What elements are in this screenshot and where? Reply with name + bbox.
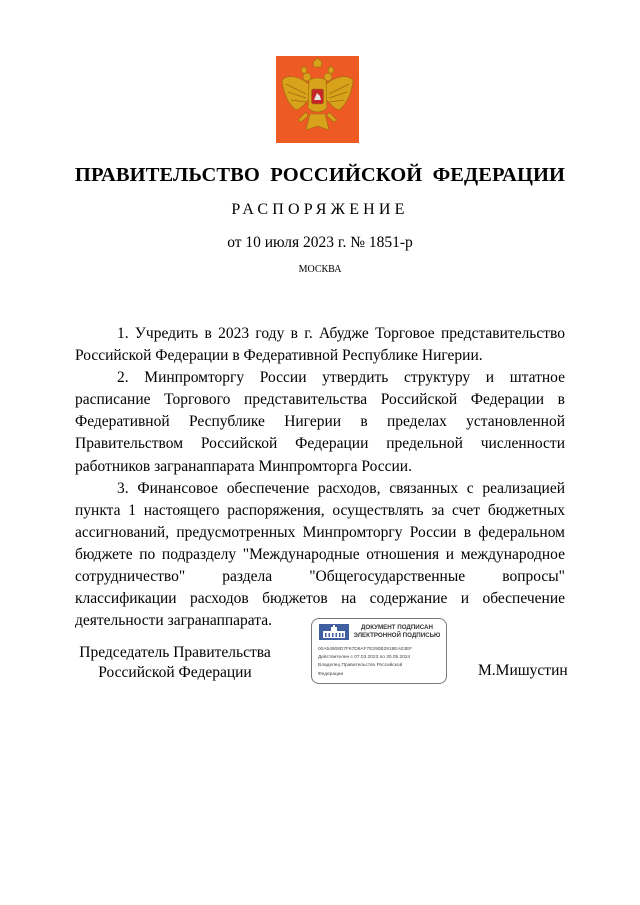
document-body: [75, 323, 565, 632]
signatory-position-line-2: Российской Федерации: [98, 664, 252, 681]
document-date-number: от 10 июля 2023 г. № 1851-р: [227, 234, 413, 251]
document-city: МОСКВА: [298, 264, 342, 275]
stamp-validity: Действителен с 07.03.2023 по 30.05.2024: [318, 655, 411, 661]
signatory-name: М.Мишустин: [478, 662, 568, 679]
stamp-title-line-2: ЭЛЕКТРОННОЙ ПОДПИСЬЮ: [353, 632, 441, 639]
stamp-owner-line-2: Федерации: [318, 671, 344, 677]
stamp-title: [351, 624, 443, 640]
electronic-signature-stamp: [311, 618, 447, 684]
stamp-certificate: 00A54908D7F67D9AF7E290B2918EA03EF: [318, 647, 413, 652]
stamp-details: [318, 646, 444, 679]
coat-of-arms-emblem: [276, 56, 359, 143]
document-type: РАСПОРЯЖЕНИЕ: [231, 201, 409, 218]
stamp-owner-line-1: Владелец Правительство Российской: [318, 663, 403, 669]
coat-of-arms-icon: [276, 56, 359, 143]
government-building-icon: [319, 624, 349, 640]
paragraph-1: 1. Учредить в 2023 году в г. Абудже Торговое представительство Российской Федерации в Федеративной Республике Нигерии.: [75, 325, 565, 365]
paragraph-2: 2. Минпромторгу России утвердить структуру и штатное расписание Торгового представительства Российской Федерации в Федеративной Республике Нигерии в пределах установленной Правительством Российской Федерации предельной численности работников загранаппарата Минпромторга России.: [75, 369, 565, 475]
paragraph-3: 3. Финансовое обеспечение расходов, связанных с реализацией пункта 1 настоящего распоряжения, осуществлять за счет бюджетных ассигнований, предусмотренных Минпромторгу России в федеральном бюджете по подразделу "Международные отношения и международное сотрудничество" раздела "Общегосударственные вопросы" классификации расходов бюджетов на содержание и обеспечение деятельности загранаппарата.: [75, 479, 565, 630]
signatory-position-line-1: Председатель Правительства: [79, 644, 271, 661]
signatory-position: [70, 643, 280, 683]
stamp-header: [317, 622, 441, 644]
page-title: ПРАВИТЕЛЬСТВО РОССИЙСКОЙ ФЕДЕРАЦИИ: [74, 164, 566, 186]
stamp-title-line-1: ДОКУМЕНТ ПОДПИСАН: [361, 624, 433, 631]
